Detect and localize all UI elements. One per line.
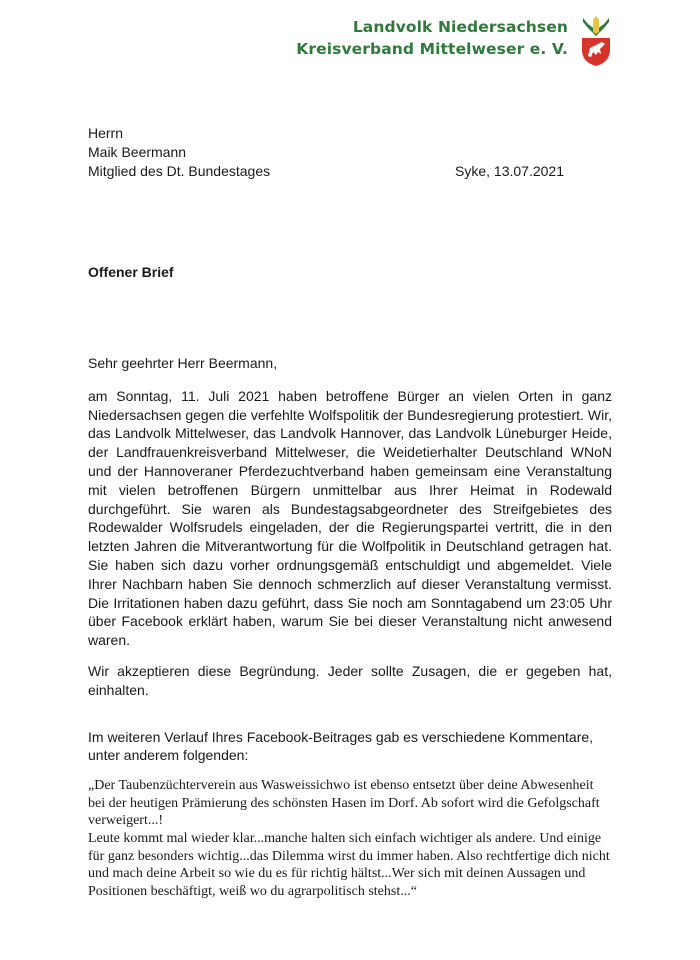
letterhead-line1: Landvolk Niedersachsen <box>352 18 568 36</box>
landvolk-crest-icon <box>578 14 614 68</box>
place-date: Syke, 13.07.2021 <box>455 163 564 179</box>
letterhead <box>296 16 568 60</box>
quote-part-1: „Der Taubenzüchterverein aus Wasweissichwo ist ebenso entsetzt über deine Abwesenheit bei der heutigen Prämierung des schönsten Hasen im Dorf. Ab sofort wird die Gefolgschaft verweigert...! <box>88 778 600 829</box>
quote-part-2: Leute kommt mal wieder klar...manche halten sich einfach wichtiger als andere. Und einige für ganz besonders wichtig...das Dilemma wirst du immer haben. Also rechtfertige dich nicht und mach deine Arbeit so wie du es für richtig hältst...Wer sich mit deinen Aussagen und Positionen beschäftigt, weiß wo du agrarpolitisch stehst...“ <box>88 830 610 899</box>
recipient-name: Maik Beermann <box>88 144 187 160</box>
letterhead-line2: Kreisverband Mittelweser e. V. <box>296 40 568 58</box>
facebook-quote <box>88 777 612 900</box>
letter-subject: Offener Brief <box>88 264 174 280</box>
paragraph-3: Im weiteren Verlauf Ihres Facebook-Beitrages gab es verschiedene Kommentare, unter anderem folgenden: <box>88 728 594 764</box>
paragraph-2: Wir akzeptieren diese Begründung. Jeder sollte Zusagen, die er gegeben hat, einhalten. <box>88 662 612 698</box>
letter-body <box>88 354 612 900</box>
recipient-salutation-line: Herrn <box>88 125 124 141</box>
recipient-address <box>88 124 270 181</box>
recipient-role: Mitglied des Dt. Bundestages <box>88 163 271 179</box>
letter-salutation: Sehr geehrter Herr Beermann, <box>88 355 278 371</box>
paragraph-1: am Sonntag, 11. Juli 2021 haben betroffene Bürger an vielen Orten in ganz Niedersachsen gegen die verfehlte Wolfspolitik der Bundesregierung protestiert. Wir, das Landvolk Mittelweser, das Landvolk Hannover, das Landvolk Lüneburger Heide, der Landfrauenkreisverband Mittelweser, die Weidetierhalter Deutschland WNoN und der Hannoveraner Pferdezuchtverband haben gemeinsam eine Veranstaltung mit vielen betroffenen Bürgern unmittelbar aus Ihrer Heimat in Rodewald durchgeführt. Sie waren als Bundestagsabgeordneter des Streifgebietes des Rodewalder Wolfsrudels eingeladen, der die Regierungspartei vertritt, die in den letzten Jahren die Mitverantwortung für die Wolfpolitik in Deutschland getragen hat. Sie haben sich dazu vorher ordnungsgemäß entschuldigt und abgemeldet. Viele Ihrer Nachbarn haben Sie dennoch schmerzlich auf dieser Veranstaltung vermisst. Die Irritationen haben dazu geführt, dass Sie noch am Sonntagabend um 23:05 Uhr über Facebook erklärt haben, warum Sie bei dieser Veranstaltung nicht anwesend waren. <box>88 387 612 649</box>
